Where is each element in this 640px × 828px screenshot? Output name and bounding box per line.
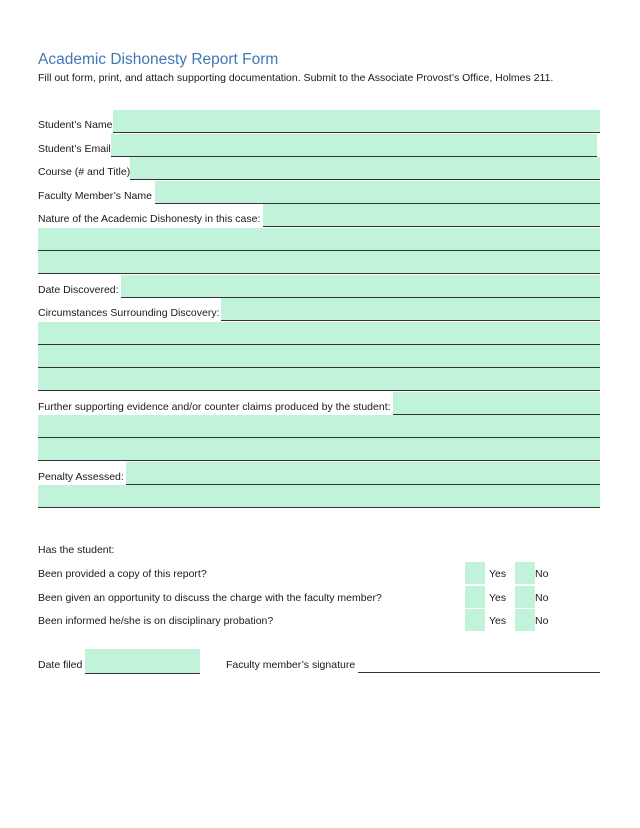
nature-line-2[interactable] — [38, 228, 600, 251]
circumstances-line-4[interactable] — [38, 368, 600, 391]
question-row-probation — [38, 609, 600, 631]
course-row — [38, 157, 600, 180]
penalty-line-2[interactable] — [38, 485, 600, 508]
question-row-discuss — [38, 586, 600, 608]
question-label: Been given an opportunity to discuss the charge with the faculty member? — [38, 592, 382, 604]
student-email-row — [38, 134, 600, 157]
no-label: No — [535, 615, 549, 627]
circumstances-row — [38, 298, 600, 321]
no-label: No — [535, 568, 549, 580]
date-discovered-row — [38, 275, 600, 298]
course-label: Course (# and Title) — [38, 166, 131, 178]
date-discovered-input[interactable] — [121, 275, 600, 298]
penalty-label: Penalty Assessed: — [38, 471, 124, 483]
circumstances-input[interactable] — [221, 298, 600, 321]
signature-label: Faculty member’s signature — [226, 659, 356, 671]
nature-label: Nature of the Academic Dishonesty in this case: — [38, 213, 261, 225]
form-instructions: Fill out form, print, and attach supporting documentation. Submit to the Associate Provost’s Office, Holmes 211. — [38, 72, 554, 84]
signature-line[interactable] — [358, 672, 600, 673]
circumstances-label: Circumstances Surrounding Discovery: — [38, 307, 220, 319]
yes-checkbox[interactable] — [465, 609, 485, 631]
student-name-label: Student’s Name — [38, 119, 113, 131]
yes-checkbox[interactable] — [465, 562, 485, 584]
faculty-name-label: Faculty Member’s Name — [38, 190, 152, 202]
date-filed-input[interactable] — [85, 649, 200, 674]
nature-line-3[interactable] — [38, 251, 600, 274]
nature-row — [38, 204, 600, 227]
question-row-copy — [38, 562, 600, 584]
yes-label: Yes — [489, 615, 507, 627]
student-email-label: Student’s Email — [38, 143, 111, 155]
faculty-name-input[interactable] — [155, 181, 600, 204]
date-filed-label: Date filed — [38, 659, 83, 671]
yes-checkbox[interactable] — [465, 586, 485, 608]
faculty-name-row — [38, 181, 600, 204]
questions-heading: Has the student: — [38, 544, 115, 556]
further-evidence-input[interactable] — [393, 392, 600, 415]
question-label: Been informed he/she is on disciplinary probation? — [38, 615, 274, 627]
yes-label: Yes — [489, 592, 507, 604]
further-evidence-line-3[interactable] — [38, 438, 600, 461]
further-evidence-row — [38, 392, 600, 415]
no-checkbox[interactable] — [515, 586, 535, 608]
student-name-row — [38, 110, 600, 133]
penalty-row — [38, 462, 600, 485]
no-checkbox[interactable] — [515, 562, 535, 584]
circumstances-line-3[interactable] — [38, 345, 600, 368]
no-checkbox[interactable] — [515, 609, 535, 631]
yes-label: Yes — [489, 568, 507, 580]
footer-row — [38, 649, 600, 674]
further-evidence-line-2[interactable] — [38, 415, 600, 438]
course-input[interactable] — [130, 157, 600, 180]
circumstances-line-2[interactable] — [38, 322, 600, 345]
no-label: No — [535, 592, 549, 604]
question-label: Been provided a copy of this report? — [38, 568, 207, 580]
student-name-input[interactable] — [113, 110, 600, 133]
date-discovered-label: Date Discovered: — [38, 284, 119, 296]
penalty-input[interactable] — [126, 462, 600, 485]
form-title: Academic Dishonesty Report Form — [38, 51, 279, 68]
further-evidence-label: Further supporting evidence and/or counter claims produced by the student: — [38, 401, 391, 413]
student-email-input[interactable] — [111, 134, 597, 157]
nature-input[interactable] — [263, 204, 600, 227]
